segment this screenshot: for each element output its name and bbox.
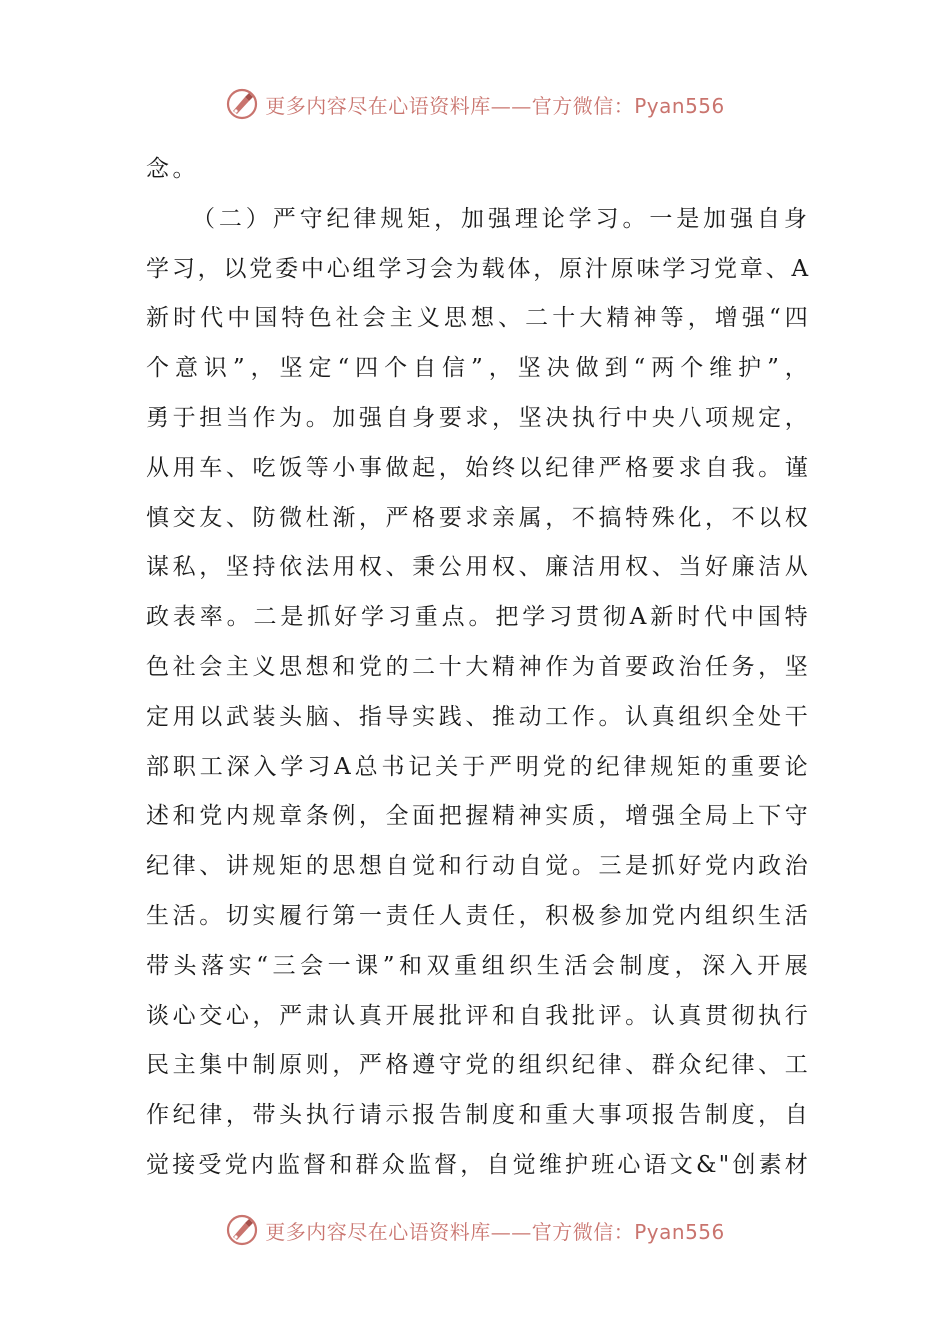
text-line: 从用车、吃饭等小事做起，始终以纪律严格要求自我。谨	[146, 454, 810, 481]
text-line: 作纪律，带头执行请示报告制度和重大事项报告制度，自	[146, 1102, 810, 1129]
text-line: 学习，以党委中心组学习会为载体，原汁原味学习党章、A	[146, 255, 810, 282]
banner-wechat-id: Pyan556	[634, 1219, 725, 1244]
header-watermark	[0, 84, 950, 124]
banner-site-text: 更多内容尽在心语资料库	[265, 93, 491, 118]
pen-logo-icon	[225, 87, 259, 121]
text-line: 色社会主义思想和党的二十大精神作为首要政治任务，坚	[146, 653, 810, 680]
text-line: 定用以武装头脑、指导实践、推动工作。认真组织全处干	[146, 703, 810, 730]
text-line: 个意识”，坚定“四个自信”，坚决做到“两个维护”，	[146, 355, 810, 382]
banner-dash: ——	[490, 93, 532, 118]
text-line: 部职工深入学习A总书记关于严明党的纪律规矩的重要论	[146, 753, 810, 780]
text-line: 勇于担当作为。加强自身要求，坚决执行中央八项规定，	[146, 404, 810, 431]
text-line: 生活。切实履行第一责任人责任，积极参加党内组织生活	[146, 902, 810, 929]
text-line: 谈心交心，严肃认真开展批评和自我批评。认真贯彻执行	[146, 1002, 810, 1029]
text-line: 慎交友、防微杜渐，严格要求亲属，不搞特殊化，不以权	[146, 504, 810, 531]
text-line: 念。	[146, 156, 199, 182]
text-line: 谋私，坚持依法用权、秉公用权、廉洁用权、当好廉洁从	[146, 554, 810, 581]
text-line: 新时代中国特色社会主义思想、二十大精神等，增强“四	[146, 305, 810, 332]
text-line: 带头落实“三会一课”和双重组织生活会制度，深入开展	[146, 952, 810, 979]
text-line: （二）严守纪律规矩，加强理论学习。一是加强自身	[192, 205, 810, 232]
text-line: 政表率。二是抓好学习重点。把学习贯彻A新时代中国特	[146, 604, 810, 631]
pen-logo-icon	[225, 1213, 259, 1247]
banner-wechat-label: 官方微信：	[531, 1219, 635, 1244]
text-line: 民主集中制原则，严格遵守党的组织纪律、群众纪律、工	[146, 1052, 810, 1079]
footer-watermark	[0, 1210, 950, 1250]
banner-wechat-id: Pyan556	[634, 93, 725, 118]
text-line: 述和党内规章条例，全面把握精神实质，增强全局上下守	[146, 803, 810, 830]
text-line: 觉接受党内监督和群众监督，自觉维护班心语文&"创素材	[146, 1151, 810, 1178]
banner-dash: ——	[490, 1219, 532, 1244]
document-body	[146, 145, 810, 1191]
banner-site-text: 更多内容尽在心语资料库	[265, 1219, 491, 1244]
banner-wechat-label: 官方微信：	[531, 93, 635, 118]
text-line: 纪律、讲规矩的思想自觉和行动自觉。三是抓好党内政治	[146, 853, 810, 880]
